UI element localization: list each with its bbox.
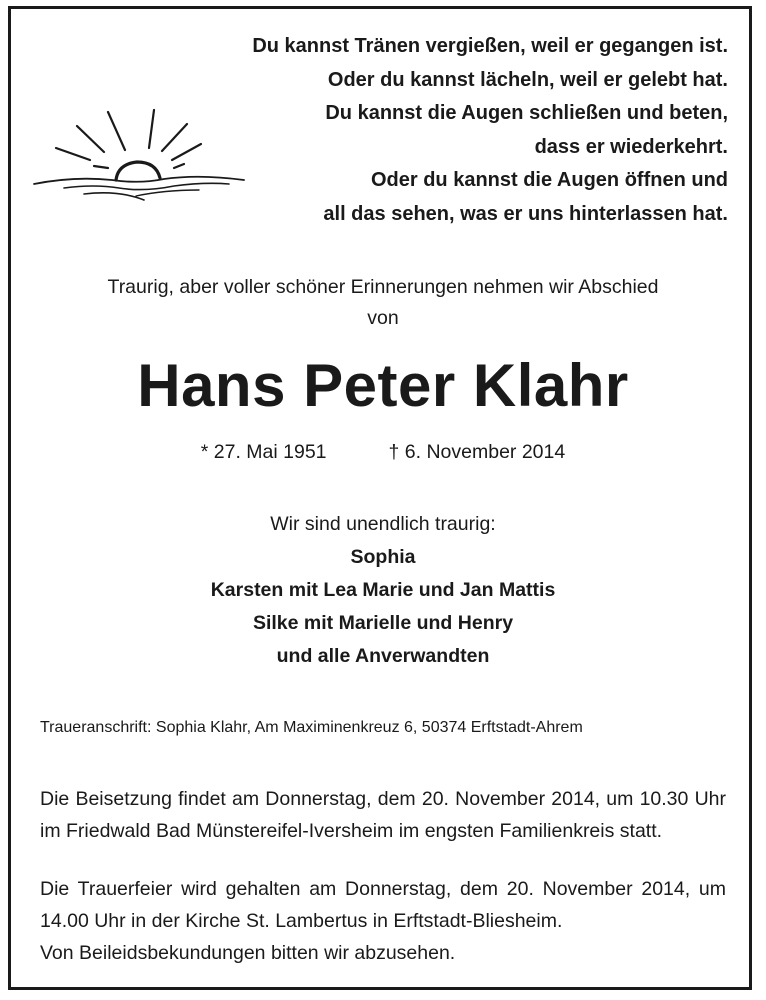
funeral-paragraph: Die Trauerfeier wird gehalten am Donnerstag, dem 20. November 2014, um 14.00 Uhr in der Kirche St. Lambertus in Erftstadt-Bliesheim. [40,878,726,932]
mourning-address: Traueranschrift: Sophia Klahr, Am Maximinenkreuz 6, 50374 Erftstadt-Ahrem [40,719,583,736]
poem-line: Oder du kannst lächeln, weil er gelebt hat. [327,68,728,91]
mourners-heading: Wir sind unendlich traurig: [270,513,496,535]
birth-date: * 27. Mai 1951 [200,441,327,463]
intro-line: von [367,307,399,329]
life-dates [0,438,766,466]
poem-line: Du kannst Tränen vergießen, weil er gegangen ist. [252,35,728,57]
intro [0,272,766,334]
deceased-name: Hans Peter Klahr [137,352,629,419]
poem-line: all das sehen, was er uns hinterlassen hat. [323,202,728,225]
mourner-name: Karsten mit Lea Marie und Jan Mattis [210,579,556,601]
mourners [0,508,766,673]
death-date: † 6. November 2014 [388,441,566,463]
mourner-name: Silke mit Marielle und Henry [252,612,514,634]
burial-paragraph: Die Beisetzung findet am Donnerstag, dem 20. November 2014, um 10.30 Uhr im Friedwald Bad Münstereifel-Iversheim im engsten Familienkreis statt. [40,788,726,842]
intro-line: Traurig, aber voller schöner Erinnerungen nehmen wir Abschied [107,276,659,298]
poem [252,30,728,231]
condolence-paragraph: Von Beileidsbekundungen bitten wir abzusehen. [40,942,456,964]
sunset-icon [24,104,254,214]
poem-line: Du kannst die Augen schließen und beten, [325,102,728,124]
poem-line: Oder du kannst die Augen öffnen und [370,169,728,191]
mourner-name: und alle Anverwandten [276,645,490,667]
poem-line: dass er wiederkehrt. [534,135,728,158]
mourner-name: Sophia [350,546,416,568]
